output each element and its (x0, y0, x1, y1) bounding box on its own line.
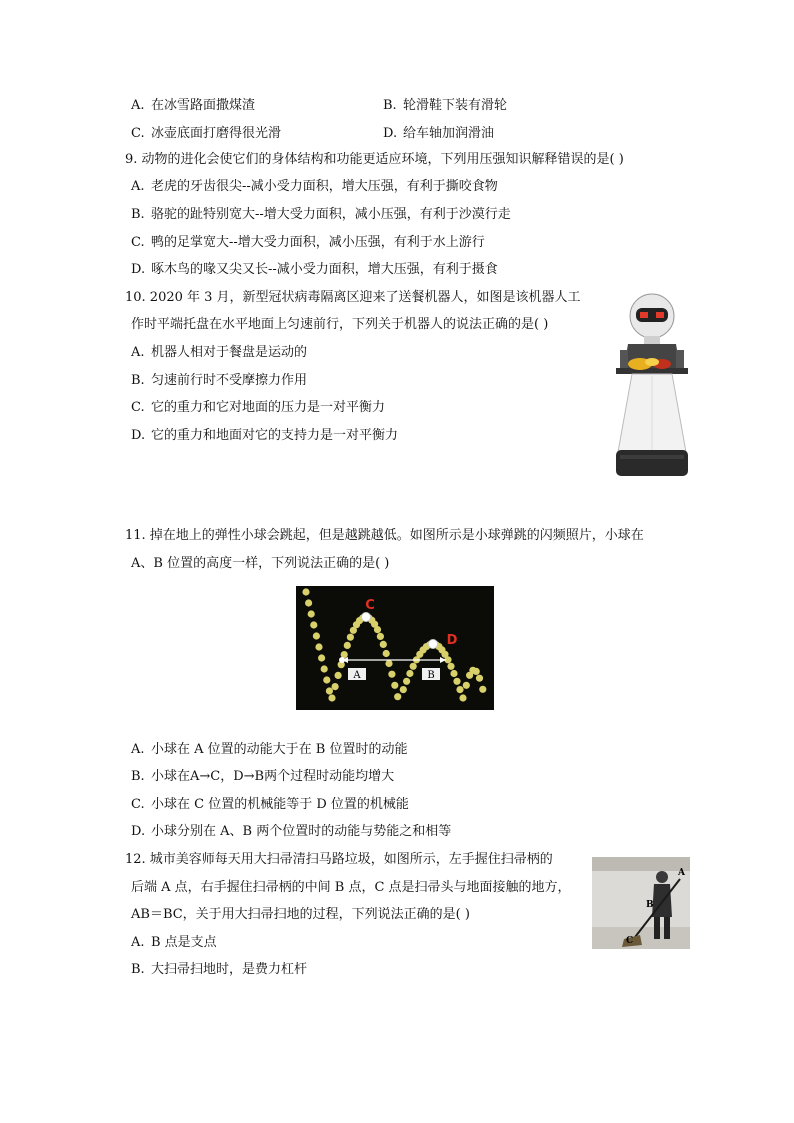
strobe-ball (315, 643, 322, 650)
strobe-ball (377, 633, 384, 640)
strobe-ball (476, 675, 483, 682)
street-sweeper-photo (592, 857, 690, 949)
q8-option-a: A. 在冰雪路面撒煤渣 (131, 98, 256, 113)
strobe-ball (344, 642, 351, 649)
q12-option-a: A. B 点是支点 (131, 935, 217, 950)
q10-option-c: C. 它的重力和它对地面的压力是一对平衡力 (131, 400, 386, 415)
strobe-ball (459, 694, 466, 701)
q11-stem-line1: 11. 掉在地上的弹性小球会跳起，但是越跳越低。如图所示是小球弹跳的闪频照片，小球在 (125, 528, 644, 543)
q11-option-c: C. 小球在 C 位置的机械能等于 D 位置的机械能 (131, 797, 409, 812)
q8-option-d: D. 给车轴加润滑油 (383, 126, 495, 141)
strobe-ball (380, 641, 387, 648)
strobe-ball (385, 660, 392, 667)
strobe-ball (347, 634, 354, 641)
q10-stem-line1: 10. 2020 年 3 月，新型冠状病毒隔离区迎来了送餐机器人，如图是该机器人工 (125, 290, 581, 305)
strobe-ball (302, 588, 309, 595)
strobe-ball (479, 686, 486, 693)
strobe-ball (335, 672, 342, 679)
strobe-ball (410, 663, 417, 670)
strobe-ball (332, 683, 339, 690)
q10-option-b: B. 匀速前行时不受摩擦力作用 (131, 373, 308, 388)
strobe-ball (321, 665, 328, 672)
strobe-ball (328, 694, 335, 701)
robot-figure (606, 292, 698, 482)
q9-option-c: C. 鸭的足掌宽大--增大受力面积，减小压强，有利于水上游行 (131, 235, 485, 250)
strobe-ball (394, 693, 401, 700)
strobe-ball (473, 668, 480, 675)
strobe-ball (453, 678, 460, 685)
strobe-ball (463, 682, 470, 689)
strobe-ball (308, 610, 315, 617)
sweeper-label-c: C (626, 936, 634, 946)
strobe-ball (403, 678, 410, 685)
strobe-ball (318, 654, 325, 661)
q11-option-b: B. 小球在A→C，D→B两个过程时动能均增大 (131, 769, 395, 784)
strobe-ball (305, 599, 312, 606)
strobe-ball (313, 632, 320, 639)
q9-option-b: B. 骆驼的趾特别宽大--增大受力面积，减小压强，有利于沙漠行走 (131, 207, 511, 222)
q11-stem-line2: A、B 位置的高度一样，下列说法正确的是( ) (131, 556, 390, 571)
q10-option-d: D. 它的重力和地面对它的支持力是一对平衡力 (131, 428, 399, 443)
q8-option-b: B. 轮滑鞋下装有滑轮 (383, 98, 508, 113)
strobe-ball (400, 686, 407, 693)
sweeper-label-b: B (646, 900, 654, 910)
strobe-ball (323, 676, 330, 683)
q10-option-a: A. 机器人相对于餐盘是运动的 (131, 345, 308, 360)
ball-label-b: B (427, 670, 435, 681)
ball-label-c: C (365, 598, 375, 613)
q12-stem-line2: 后端 A 点，右手握住扫帚柄的中间 B 点，C 点是扫帚头与地面接触的地方， (131, 880, 571, 895)
sweeper-label-a: A (678, 868, 685, 878)
strobe-ball (388, 671, 395, 678)
q9-stem: 9. 动物的进化会使它们的身体结构和功能更适应环境，下列用压强知识解释错误的是( ) (125, 152, 624, 167)
strobe-ball (406, 670, 413, 677)
q12-stem-line1: 12. 城市美容师每天用大扫帚清扫马路垃圾，如图所示，左手握住扫帚柄的 (125, 852, 553, 867)
q12-stem-line3: AB＝BC，关于用大扫帚扫地的过程，下列说法正确的是( ) (131, 907, 470, 922)
q9-option-a: A. 老虎的牙齿很尖--减小受力面积，增大压强，有利于撕咬食物 (131, 179, 498, 194)
q8-option-c: C. 冰壶底面打磨得很光滑 (131, 126, 282, 141)
strobe-ball (450, 670, 457, 677)
strobe-ball (310, 621, 317, 628)
q12-option-b: B. 大扫帚扫地时，是费力杠杆 (131, 962, 308, 977)
ball-label-a: A (353, 670, 361, 681)
strobe-ball (383, 650, 390, 657)
strobe-ball (374, 626, 381, 633)
bouncing-ball-photo (296, 586, 494, 710)
strobe-ball (391, 682, 398, 689)
q11-option-d: D. 小球分别在 A、B 两个位置时的动能与势能之和相等 (131, 824, 452, 839)
ball-label-d: D (446, 633, 458, 648)
q9-option-d: D. 啄木鸟的喙又尖又长--减小受力面积，增大压强，有利于摄食 (131, 262, 498, 277)
strobe-ball (326, 687, 333, 694)
strobe-ball (456, 686, 463, 693)
strobe-ball (447, 663, 454, 670)
q11-option-a: A. 小球在 A 位置的动能大于在 B 位置时的动能 (131, 742, 408, 757)
q10-stem-line2: 作时平端托盘在水平地面上匀速前行，下列关于机器人的说法正确的是( ) (131, 317, 549, 332)
